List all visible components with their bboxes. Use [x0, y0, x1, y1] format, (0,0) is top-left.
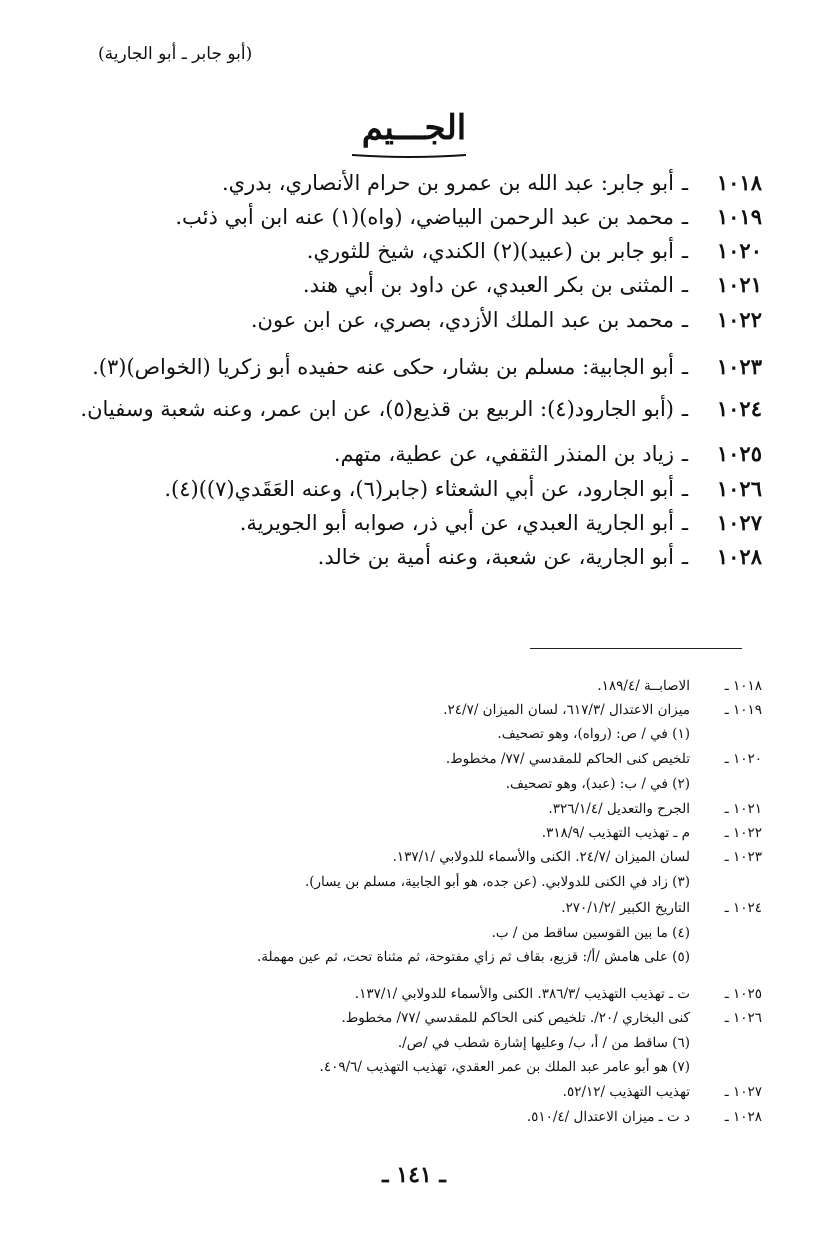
footnote-number: ١٠٢٨ ـ [724, 1109, 762, 1125]
entry-number: ١٠٢٨ [716, 544, 762, 569]
entry-1025: ١٠٢٥ـزياد بن المنذر الثقفي، عن عطية، متهم. [100, 437, 762, 471]
footnote-text: الاصابــة /١٨٩/٤. [597, 678, 690, 694]
footnote-line [180, 870, 762, 894]
footnote-line [180, 698, 762, 722]
footnote-line [180, 821, 762, 845]
entry-text: (أبو الجارود(٤): الربيع بن قذيع(٥)، عن ابن عمر، وعنه شعبة وسفيان. [80, 397, 674, 421]
footnote-number: ١٠٢٥ ـ [724, 986, 762, 1002]
footnote-text: (١) في / ص: (رواه)، وهو تصحيف. [497, 726, 690, 742]
footnote-text: التاريخ الكبير /٢٧٠/١/٢. [561, 900, 690, 916]
footnote-number: ١٠٢٦ ـ [724, 1010, 762, 1026]
entry-number: ١٠٢٠ [716, 238, 762, 263]
footnote-text: (٤) ما بين القوسين ساقط من / ب. [491, 925, 690, 941]
footnote-number: ١٠٢٧ ـ [724, 1084, 762, 1100]
entry-number: ١٠٢٧ [716, 510, 762, 535]
section-title: الجـــيم [361, 108, 467, 148]
entry-text: المثنى بن بكر العبدي، عن داود بن أبي هند. [302, 273, 674, 297]
entry-text: أبو جابر: عبد الله بن عمرو بن حرام الأنصاري، بدري. [221, 171, 674, 195]
footnote-number: ١٠٢٠ ـ [724, 751, 762, 767]
entry-number: ١٠٢٤ [716, 396, 762, 421]
entry-1028: ١٠٢٨ـأبو الجارية، عن شعبة، وعنه أمية بن خالد. [100, 540, 762, 574]
entry-number: ١٠١٨ [716, 170, 762, 195]
running-header: (أبو جابر ـ أبو الجارية) [98, 44, 253, 64]
footnote-text: (٥) على هامش /أ/: قزيع، بقاف ثم زاي مفتوحة، ثم مثناة تحت، ثم عين مهملة. [256, 949, 690, 965]
footnote-line [180, 1080, 762, 1104]
footnote-line [180, 896, 762, 920]
footnote-line [180, 772, 762, 796]
footnote-number: ١٠٢٢ ـ [724, 825, 762, 841]
footnote-line [180, 747, 762, 771]
entry-text: أبو الجارية العبدي، عن أبي ذر، صوابه أبو الجويرية. [239, 511, 674, 535]
footnote-number: ١٠١٩ ـ [724, 702, 762, 718]
footnote-text: د ت ـ ميزان الاعتدال /٥١٠/٤. [526, 1109, 690, 1125]
entry-text: أبو جابر بن (عبيد)(٢) الكندي، شيخ للثوري. [306, 239, 674, 263]
page-number: ـ ١٤١ ـ [382, 1162, 446, 1188]
footnote-line [180, 921, 762, 945]
footnote-line [180, 982, 762, 1006]
footnote-text: الجرح والتعديل /٣٢٦/١/٤. [548, 801, 690, 817]
footnote-divider [530, 648, 742, 649]
entry-1022: ١٠٢٢ـمحمد بن عبد الملك الأزدي، بصري، عن ابن عون. [100, 303, 762, 337]
footnote-line [180, 1055, 762, 1079]
footnote-text: ميزان الاعتدال /٦١٧/٣، لسان الميزان /٢٤/٧. [443, 702, 690, 718]
footnote-text: (٢) في / ب: (عبد)، وهو تصحيف. [505, 776, 690, 792]
entry-text: أبو الجارود، عن أبي الشعثاء (جابر(٦)، وعنه العَقَدي(٧))(٤). [164, 477, 674, 501]
title-flourish [350, 151, 468, 159]
footnote-number: ١٠٢٤ ـ [724, 900, 762, 916]
entry-text: محمد بن عبد الملك الأزدي، بصري، عن ابن عون. [250, 308, 674, 332]
entry-number: ١٠٢١ [716, 272, 762, 297]
footnote-line [180, 1006, 762, 1030]
footnote-text: تهذيب التهذيب /٥٢/١٢. [562, 1084, 690, 1100]
footnote-text: تلخيص كنى الحاكم للمقدسي /٧٧/ مخطوط. [445, 751, 690, 767]
footnote-text: (٦) ساقط من / أ، ب/ وعليها إشارة شطب في /ص/. [397, 1035, 690, 1051]
footnote-number: ١٠٢١ ـ [724, 801, 762, 817]
entry-1018: ١٠١٨ـأبو جابر: عبد الله بن عمرو بن حرام الأنصاري، بدري. [100, 166, 762, 200]
footnote-line [180, 945, 762, 969]
entry-text: محمد بن عبد الرحمن البياضي، (واه)(١) عنه ابن أبي ذئب. [175, 205, 674, 229]
entry-number: ١٠٢٥ [716, 441, 762, 466]
footnote-line [180, 674, 762, 698]
entry-text: أبو الجارية، عن شعبة، وعنه أمية بن خالد. [317, 545, 674, 569]
footnote-text: ت ـ تهذيب التهذيب /٣٨٦/٣. الكنى والأسماء للدولابي /١٣٧/١. [354, 986, 690, 1002]
entry-1020: ١٠٢٠ـأبو جابر بن (عبيد)(٢) الكندي، شيخ للثوري. [100, 234, 762, 268]
entry-1021: ١٠٢١ـالمثنى بن بكر العبدي، عن داود بن أبي هند. [100, 268, 762, 302]
footnote-line [180, 1031, 762, 1055]
entry-number: ١٠٢٣ [716, 354, 762, 379]
entry-1026: ١٠٢٦ـأبو الجارود، عن أبي الشعثاء (جابر(٦)، وعنه العَقَدي(٧))(٤). [100, 472, 762, 506]
footnote-text: (٧) هو أبو عامر عبد الملك بن عمر العقدي، تهذيب التهذيب /٤٠٩/٦. [319, 1059, 690, 1075]
footnote-line [180, 722, 762, 746]
footnote-text: كنى البخاري /٢٠/. تلخيص كنى الحاكم للمقدسي /٧٧/ مخطوط. [341, 1010, 690, 1026]
entry-text: زياد بن المنذر الثقفي، عن عطية، متهم. [333, 442, 674, 466]
entry-number: ١٠٢٦ [716, 476, 762, 501]
entry-text: أبو الجابية: مسلم بن بشار، حكى عنه حفيده أبو زكريا (الخواص)(٣). [92, 355, 674, 379]
footnote-text: لسان الميزان /٢٤/٧. الكنى والأسماء للدولابي /١٣٧/١. [392, 849, 690, 865]
entry-number: ١٠٢٢ [716, 307, 762, 332]
footnote-number: ١٠١٨ ـ [724, 678, 762, 694]
footnote-number: ١٠٢٣ ـ [724, 849, 762, 865]
entry-1023: ١٠٢٣ـأبو الجابية: مسلم بن بشار، حكى عنه حفيده أبو زكريا (الخواص)(٣). [100, 350, 762, 384]
entry-1027: ١٠٢٧ـأبو الجارية العبدي، عن أبي ذر، صوابه أبو الجويرية. [100, 506, 762, 540]
entry-1019: ١٠١٩ـمحمد بن عبد الرحمن البياضي، (واه)(١) عنه ابن أبي ذئب. [100, 200, 762, 234]
footnote-text: م ـ تهذيب التهذيب /٣١٨/٩. [541, 825, 690, 841]
footnote-text: (٣) زاد في الكنى للدولابي. (عن جده، هو أبو الجابية، مسلم بن يسار). [304, 874, 690, 890]
entry-number: ١٠١٩ [716, 204, 762, 229]
footnote-line [180, 1105, 762, 1129]
footnote-line [180, 797, 762, 821]
entry-1024: ١٠٢٤ـ(أبو الجارود(٤): الربيع بن قذيع(٥)، عن ابن عمر، وعنه شعبة وسفيان. [100, 392, 762, 426]
footnote-line [180, 845, 762, 869]
